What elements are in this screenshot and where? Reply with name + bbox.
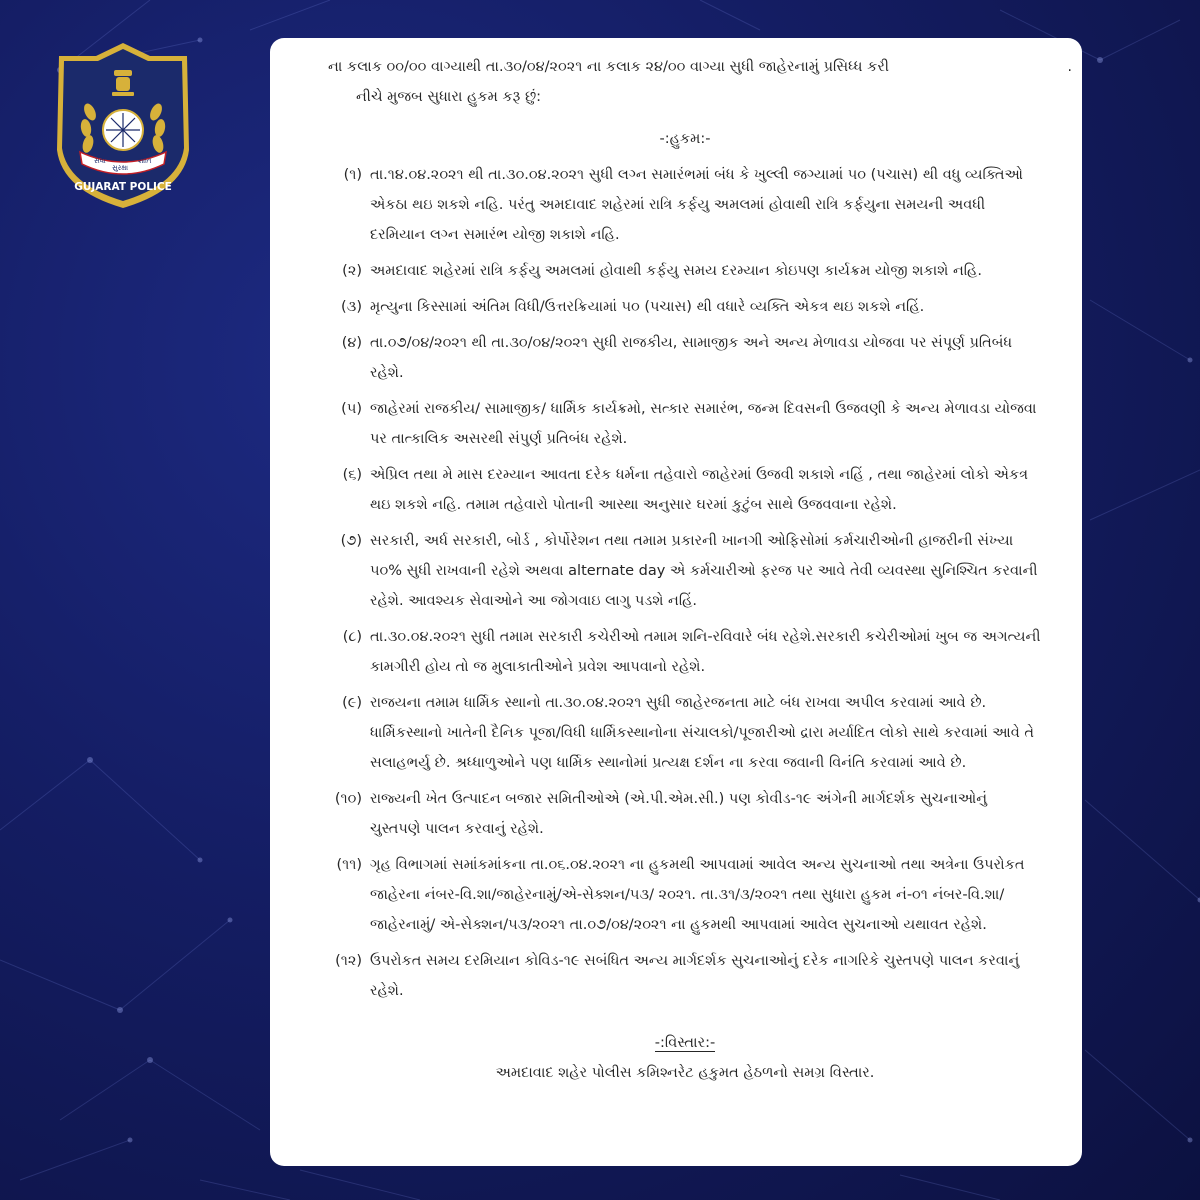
order-item-text: મૃત્યુના કિસ્સામાં અંતિમ વિધી/ઉત્તરક્રિયામાં ૫૦ (પચાસ) થી વધારે વ્યક્તિ એકત્ર થઇ શકશે નહિં. [370,299,925,315]
order-item-number: (૨) [342,263,362,279]
intro-line-2: નીચે મુજબ સુધારા હુકમ કરૂ છું: [356,89,542,105]
area-heading-text: -:વિસ્તાર:- [654,1035,716,1051]
order-item-text: તા.૦૭/૦૪/૨૦૨૧ થી તા.૩૦/૦૪/૨૦૨૧ સુધી રાજકીય, સામાજીક અને અન્ય મેળાવડા યોજવા પર સંપૂર્ણ પ્રતિબંધ રહેશે. [370,335,1013,381]
badge-name: GUJARAT POLICE [74,181,172,193]
order-item [328,622,1042,682]
order-item-number: (૧) [343,167,362,183]
order-item-number: (૫) [341,401,362,417]
order-heading: -:હુકમ:- [659,131,711,147]
order-item-text: એપ્રિલ તથા મે માસ દરમ્યાન આવતા દરેક ધર્મના તહેવારો જાહેરમાં ઉજવી શકાશે નહિં , તથા જાહેરમાં લોકો એકત્ર થઇ શકશે નહિ. તમામ તહેવારો પોતાની આસ્થા અનુસાર ઘરમાં કુટુંબ સાથે ઉજવવાના રહેશે. [370,467,1029,513]
order-item [328,160,1042,250]
order-item-number: (૬) [342,467,362,483]
order-item [328,784,1042,844]
order-item-number: (૩) [341,299,362,315]
motto-suraksha: સુરક્ષા [112,164,129,172]
order-item [328,292,1042,322]
order-item [328,394,1042,454]
order-item-number: (૧૨) [335,953,362,969]
order-item-number: (૭) [340,533,362,549]
intro-line-1: ના કલાક ૦૦/૦૦ વાગ્યાથી તા.૩૦/૦૪/૨૦૨૧ ના કલાક ૨૪/૦૦ વાગ્યા સુધી જાહેરનામું પ્રસિધ્ધ કરી [328,59,890,75]
order-item [328,850,1042,940]
order-item [328,688,1042,778]
order-item-text: ઉપરોકત સમય દરમિયાન કોવિડ-૧૯ સબંધિત અન્ય માર્ગદર્શક સુચનાઓનું દરેક નાગરિકે ચુસ્તપણે પાલન કરવાનું રહેશે. [370,953,1020,999]
order-item-text: રાજયના તમામ ધાર્મિક સ્થાનો તા.૩૦.૦૪.૨૦૨૧ સુધી જાહેરજનતા માટે બંધ રાખવા અપીલ કરવામાં આવે છે. ધાર્મિકસ્થાનો ખાતેની દૈનિક પૂજા/વિધી ધાર્મિકસ્થાનોના સંચાલકો/પૂજારીઓ દ્રારા મર્યાદિત લોકો સાથે કરવામાં આવે તે સલાહભર્યુ છે. શ્રધ્ધાળુઓને પણ ધાર્મિક સ્થાનોમાં પ્રત્યક્ષ દર્શન ના કરવા જવાની વિનંતિ કરવામાં આવે છે. [370,695,1034,771]
gujarat-police-badge [52,40,194,210]
order-item-number: (૯) [342,695,362,711]
order-item [328,526,1042,616]
order-item [328,460,1042,520]
order-item [328,328,1042,388]
order-item-text: અમદાવાદ શહેરમાં રાત્રિ કર્ફયુ અમલમાં હોવાથી કર્ફયુ સમય દરમ્યાન કોઇપણ કાર્યક્રમ યોજી શકાશે નહિ. [370,263,982,279]
area-text: અમદાવાદ શહેર પોલીસ કમિશ્નરેટ હકુમત હેઠળનો સમગ્ર વિસ્તાર. [495,1065,875,1081]
order-item-number: (૪) [341,335,362,351]
motto-seva: સેવા [94,157,106,165]
order-item-text: ગૃહ વિભાગમાં સમાંકમાંકના તા.૦૬.૦૪.૨૦૨૧ ના હુકમથી આપવામાં આવેલ અન્ય સુચનાઓ તથા અત્રેના ઉપરોકત જાહેરના નંબર-વિ.શા/જાહેરનામું/એ-સેક્શન/૫૩/ ૨૦૨૧. તા.૩૧/૩/૨૦૨૧ તથા સુધારા હુકમ નં-૦૧ નંબર-વિ.શા/જાહેરનામું/ એ-સેક્શન/૫૩/૨૦૨૧ તા.૦૭/૦૪/૨૦૨૧ ના હુકમથી આપવામાં આવેલ સુચનાઓ યથાવત રહેશે. [370,857,1025,933]
motto-shanti: શાંતિ [138,157,152,165]
order-item-number: (૮) [342,629,362,645]
order-items-list [328,160,1042,1006]
order-item-text: તા.૧૪.૦૪.૨૦૨૧ થી તા.૩૦.૦૪.૨૦૨૧ સુધી લગ્ન સમારંભમાં બંધ કે ખુલ્લી જગ્યામાં ૫૦ (પચાસ) થી વધુ વ્યક્તિઓ એકઠા થઇ શકશે નહિ. પરંતુ અમદાવાદ શહેરમાં રાત્રિ કર્ફયુ અમલમાં હોવાથી રાત્રિ કર્ફયુના સમયની અવધી દરમિયાન લગ્ન સમારંભ યોજી શકાશે નહિ. [370,167,1023,243]
order-item-text: તા.૩૦.૦૪.૨૦૨૧ સુધી તમામ સરકારી કચેરીઓ તમામ શનિ-રવિવારે બંધ રહેશે.સરકારી કચેરીઓમાં ખુબ જ અગત્યની કામગીરી હોય તો જ મુલાકાતીઓને પ્રવેશ આપવાનો રહેશે. [370,629,1041,675]
order-item-number: (૧૦) [334,791,362,807]
order-item-text: સરકારી, અર્ધ સરકારી, બોર્ડ , કોર્પોરેશન તથા તમામ પ્રકારની ખાનગી ઓફિસોમાં કર્મચારીઓની હાજરીની સંખ્યા ૫૦% સુધી રાખવાની રહેશે અથવા alternate day એ કર્મચારીઓ ફરજ પર આવે તેવી વ્યવસ્થા સુનિશ્ચિત કરવાની રહેશે. આવશ્યક સેવાઓને આ જોગવાઇ લાગુ પડશે નહિં. [370,533,1038,609]
order-item-number: (૧૧) [336,857,362,873]
notification-document [270,38,1082,1166]
order-item-text: જાહેરમાં રાજકીય/ સામાજીક/ ધાર્મિક કાર્યક્રમો, સત્કાર સમારંભ, જન્મ દિવસની ઉજવણી કે અન્ય મેળાવડા યોજવા પર તાત્કાલિક અસરથી સંપુર્ણ પ્રતિબંધ રહેશે. [370,401,1037,447]
order-item [328,256,1042,286]
order-item [328,946,1042,1006]
stray-mark: . [1067,59,1072,75]
order-item-text: રાજ્યની ખેત ઉત્પાદન બજાર સમિતીઓએ (એ.પી.એમ.સી.) પણ કોવીડ-૧૯ અંગેની માર્ગદર્શક સુચનાઓનું ચુસ્તપણે પાલન કરવાનું રહેશે. [370,791,988,837]
area-heading [328,1028,1042,1058]
